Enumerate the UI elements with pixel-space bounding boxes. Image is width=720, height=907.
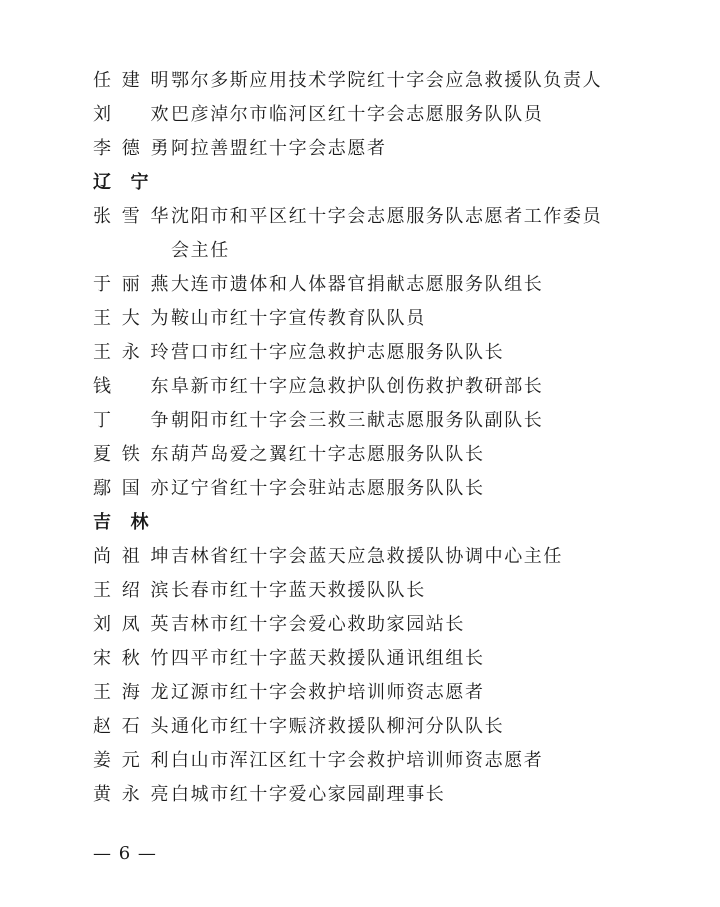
list-item xyxy=(93,540,693,574)
province-heading-label: 吉 林 xyxy=(93,512,149,533)
province-heading-label: 辽 宁 xyxy=(93,172,149,193)
list-item xyxy=(93,98,693,132)
person-role xyxy=(169,200,693,268)
person-name: 张雪华 xyxy=(93,206,169,227)
list-item xyxy=(93,438,693,472)
person-role xyxy=(169,438,693,472)
list-item xyxy=(93,268,693,302)
role-line: 大连市遗体和人体器官捐献志愿服务队组长 xyxy=(171,274,544,295)
person-role xyxy=(169,676,693,710)
person-name: 黄永亮 xyxy=(93,784,169,805)
list-item xyxy=(93,676,693,710)
list-item xyxy=(93,608,693,642)
person-role xyxy=(169,710,693,744)
list-item xyxy=(93,336,693,370)
role-line: 白城市红十字爱心家园副理事长 xyxy=(171,784,446,805)
role-line: 长春市红十字蓝天救援队队长 xyxy=(171,580,426,601)
list-item xyxy=(93,778,693,812)
person-name: 宋秋竹 xyxy=(93,648,169,669)
volunteer-list xyxy=(93,64,693,812)
page-number: — 6 — xyxy=(93,843,157,864)
person-name: 丁 争 xyxy=(93,410,169,431)
role-line: 阿拉善盟红十字会志愿者 xyxy=(171,138,387,159)
role-line: 辽源市红十字会救护培训师资志愿者 xyxy=(171,682,485,703)
role-line: 四平市红十字蓝天救援队通讯组组长 xyxy=(171,648,485,669)
person-name: 刘 欢 xyxy=(93,104,169,125)
person-role xyxy=(169,336,693,370)
person-role xyxy=(169,404,693,438)
person-name: 鄢国亦 xyxy=(93,478,169,499)
role-line: 鄂尔多斯应用技术学院红十字会应急救援队负责人 xyxy=(171,70,603,91)
list-item xyxy=(93,642,693,676)
person-name: 夏铁东 xyxy=(93,444,169,465)
list-item xyxy=(93,574,693,608)
role-line: 巴彦淖尔市临河区红十字会志愿服务队队员 xyxy=(171,104,544,125)
person-name: 尚祖坤 xyxy=(93,546,169,567)
role-line: 吉林省红十字会蓝天应急救援队协调中心主任 xyxy=(171,546,563,567)
person-name: 赵石头 xyxy=(93,716,169,737)
role-line: 辽宁省红十字会驻站志愿服务队队长 xyxy=(171,478,485,499)
person-name: 李德勇 xyxy=(93,138,169,159)
person-role xyxy=(169,472,693,506)
person-role xyxy=(169,540,693,574)
person-name: 王绍滨 xyxy=(93,580,169,601)
list-item xyxy=(93,370,693,404)
person-name: 刘凤英 xyxy=(93,614,169,635)
person-role xyxy=(169,98,693,132)
role-line: 通化市红十字赈济救援队柳河分队队长 xyxy=(171,716,505,737)
person-role xyxy=(169,302,693,336)
list-item xyxy=(93,710,693,744)
province-heading xyxy=(93,506,693,540)
role-line: 阜新市红十字应急救护队创伤救护教研部长 xyxy=(171,376,544,397)
role-line: 会主任 xyxy=(171,240,230,261)
list-item xyxy=(93,64,693,98)
person-name: 于丽燕 xyxy=(93,274,169,295)
role-line: 营口市红十字应急救护志愿服务队队长 xyxy=(171,342,505,363)
person-name: 任建明 xyxy=(93,70,169,91)
role-line: 吉林市红十字会爱心救助家园站长 xyxy=(171,614,465,635)
person-name: 姜元利 xyxy=(93,750,169,771)
role-line: 鞍山市红十字宣传教育队队员 xyxy=(171,308,426,329)
person-role xyxy=(169,642,693,676)
list-item xyxy=(93,472,693,506)
person-role xyxy=(169,778,693,812)
person-name: 王海龙 xyxy=(93,682,169,703)
person-role xyxy=(169,574,693,608)
role-line: 沈阳市和平区红十字会志愿服务队志愿者工作委员 xyxy=(171,206,603,227)
person-name: 王永玲 xyxy=(93,342,169,363)
person-role xyxy=(169,744,693,778)
list-item xyxy=(93,404,693,438)
person-role xyxy=(169,268,693,302)
list-item xyxy=(93,302,693,336)
list-item xyxy=(93,132,693,166)
person-role xyxy=(169,370,693,404)
list-item xyxy=(93,744,693,778)
person-role xyxy=(169,132,693,166)
role-line: 朝阳市红十字会三救三献志愿服务队副队长 xyxy=(171,410,544,431)
person-role xyxy=(169,64,693,98)
role-line: 白山市浑江区红十字会救护培训师资志愿者 xyxy=(171,750,544,771)
list-item xyxy=(93,200,693,268)
person-name: 钱 东 xyxy=(93,376,169,397)
role-line: 葫芦岛爱之翼红十字志愿服务队队长 xyxy=(171,444,485,465)
person-role xyxy=(169,608,693,642)
province-heading xyxy=(93,166,693,200)
person-name: 王大为 xyxy=(93,308,169,329)
